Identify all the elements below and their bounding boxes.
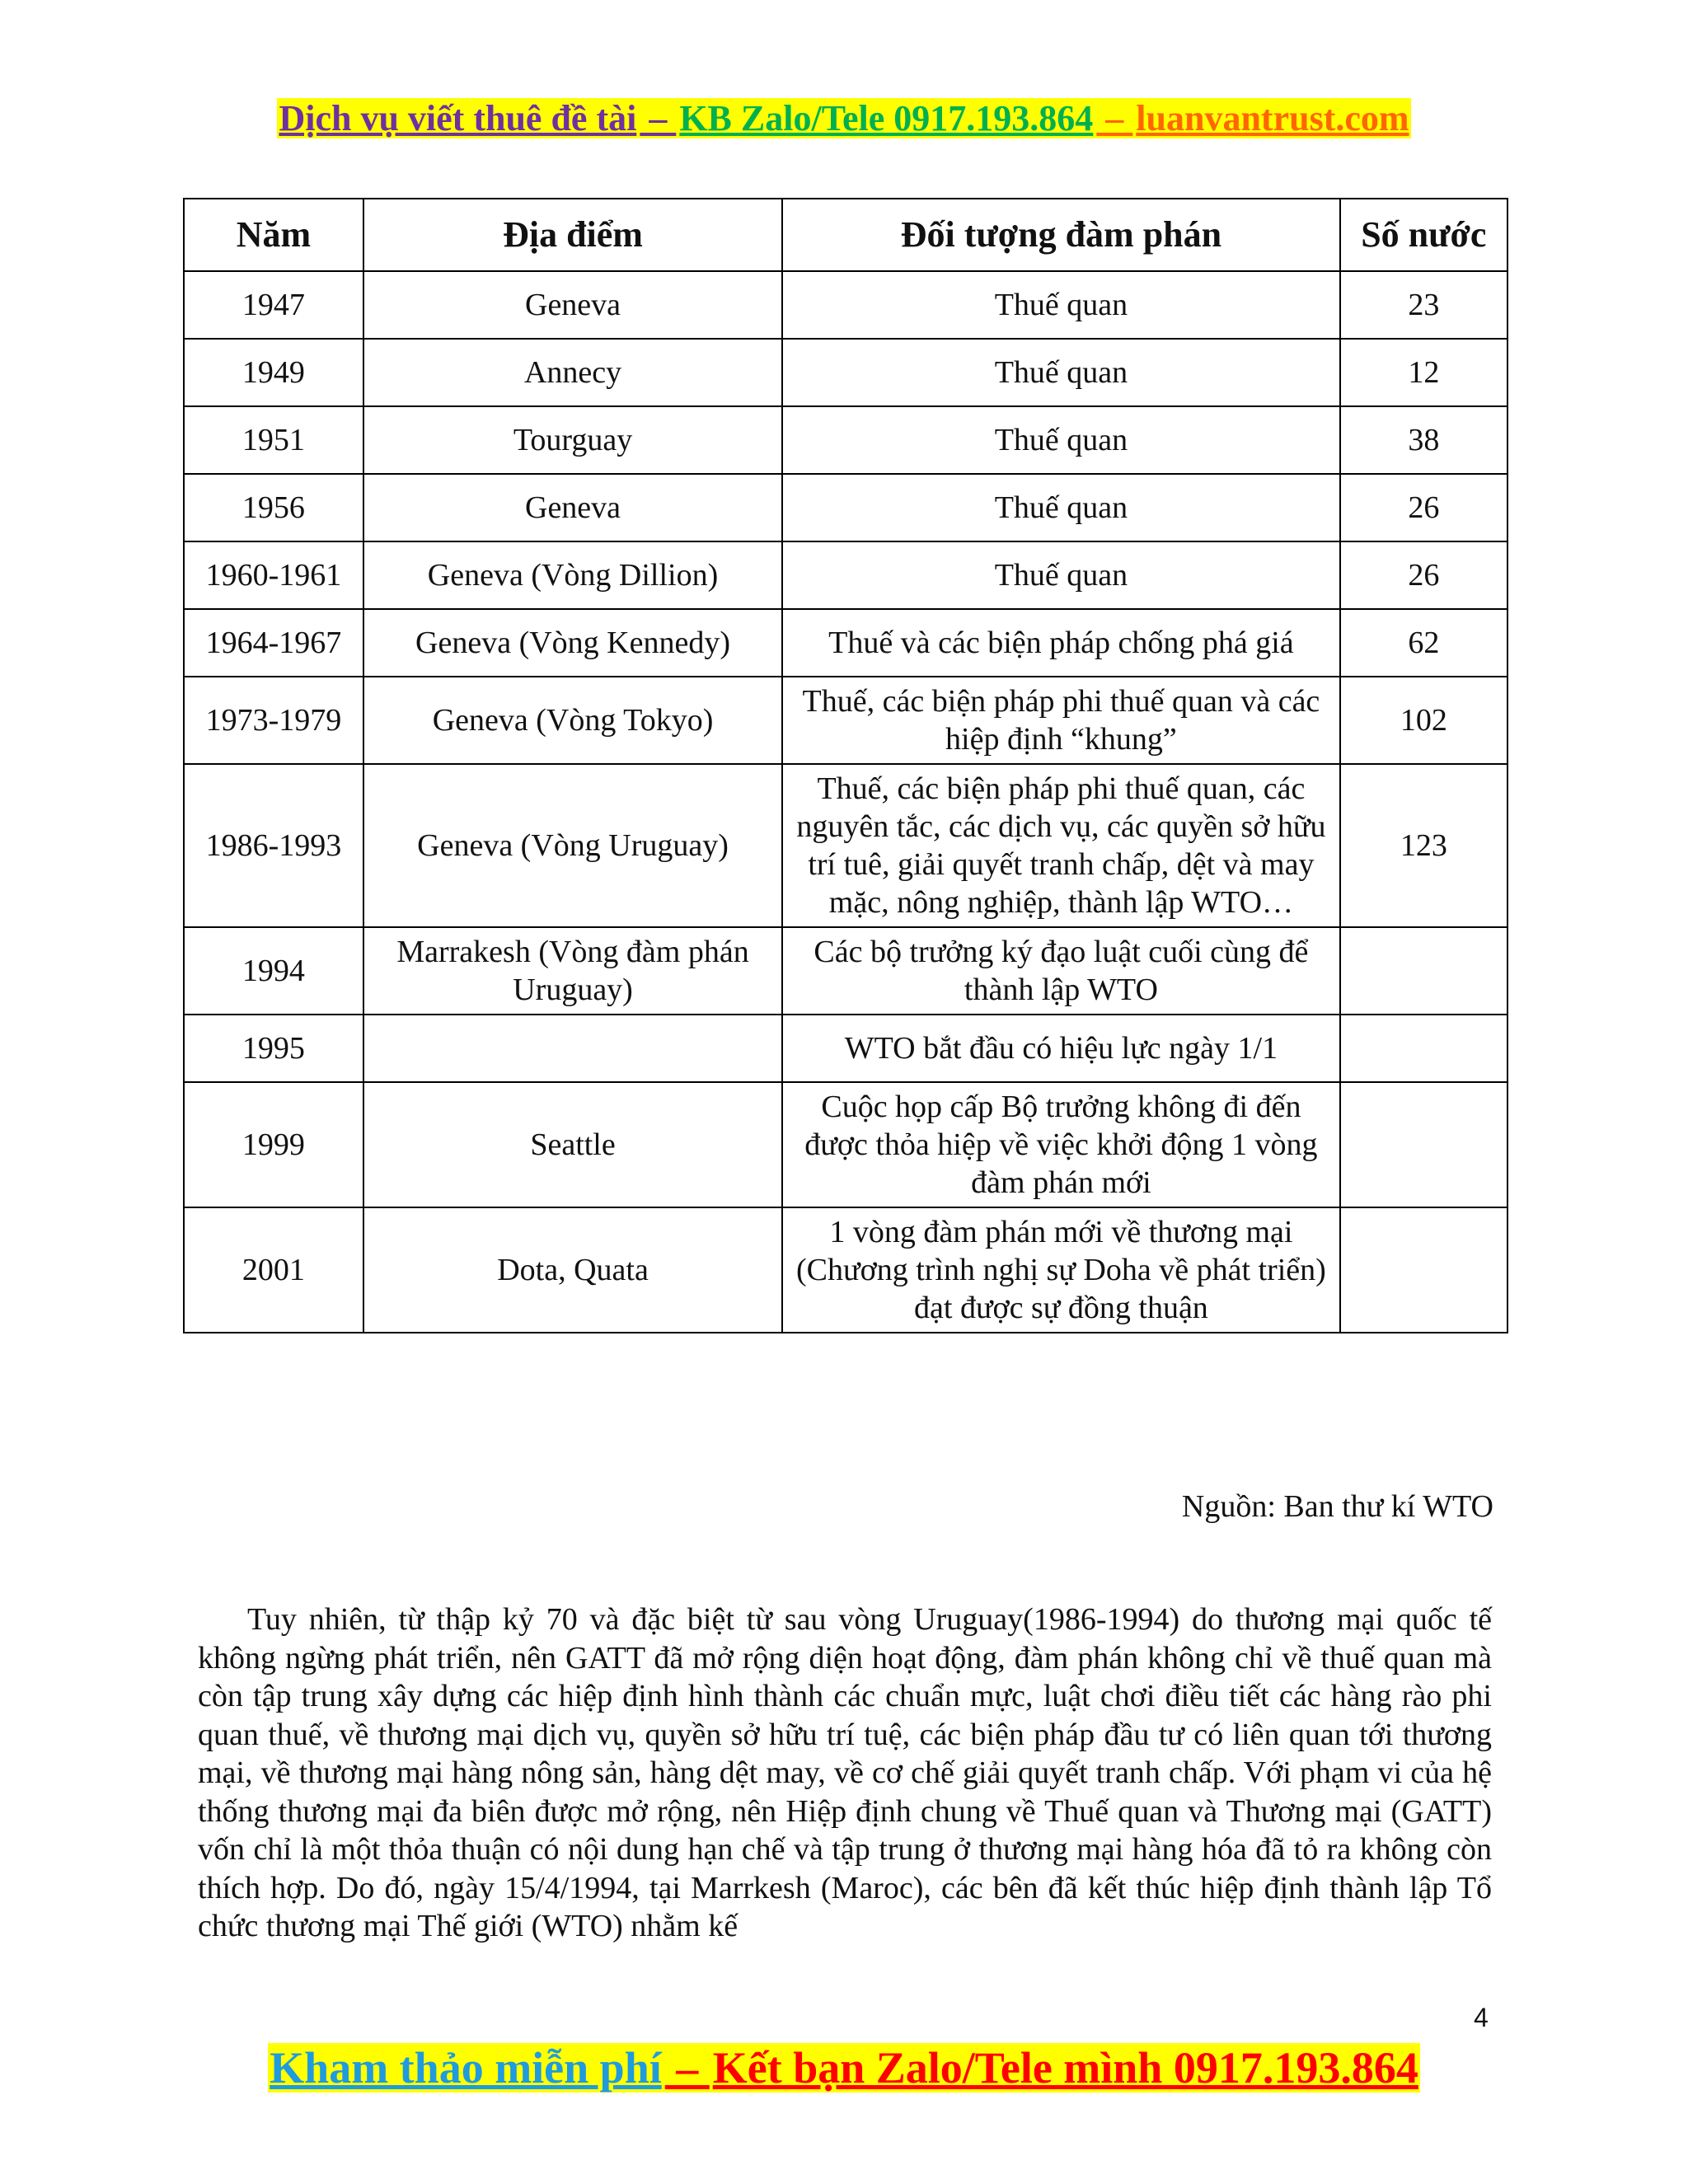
cell-countries: 26 (1340, 541, 1507, 609)
cell-location (363, 1015, 782, 1082)
table-row (184, 764, 1507, 927)
cell-location: Marrakesh (Vòng đàm phán Uruguay) (363, 927, 782, 1015)
cell-countries: 26 (1340, 474, 1507, 541)
cell-countries: 62 (1340, 609, 1507, 677)
cell-year: 1960-1961 (184, 541, 363, 609)
cell-year: 1986-1993 (184, 764, 363, 927)
cell-year: 1951 (184, 406, 363, 474)
cell-countries: 38 (1340, 406, 1507, 474)
cell-countries: 23 (1340, 271, 1507, 339)
header-location: Địa điểm (363, 199, 782, 271)
cell-countries (1340, 1015, 1507, 1082)
table-row (184, 1207, 1507, 1333)
cell-subject: WTO bắt đầu có hiệu lực ngày 1/1 (782, 1015, 1339, 1082)
cell-subject: Thuế quan (782, 406, 1339, 474)
table-header-row (184, 199, 1507, 271)
cell-location: Annecy (363, 339, 782, 406)
header-contact-link[interactable]: KB Zalo/Tele 0917.193.864 (679, 98, 1094, 138)
table-source-note: Nguồn: Ban thư kí WTO (1181, 1489, 1493, 1524)
table-row (184, 541, 1507, 609)
cell-location: Geneva (Vòng Kennedy) (363, 609, 782, 677)
page-number: 4 (1474, 2003, 1489, 2032)
cell-countries: 123 (1340, 764, 1507, 927)
cell-year: 1956 (184, 474, 363, 541)
header-year: Năm (184, 199, 363, 271)
cell-subject: Thuế và các biện pháp chống phá giá (782, 609, 1339, 677)
table-row (184, 609, 1507, 677)
cell-year: 2001 (184, 1207, 363, 1333)
cell-countries (1340, 1207, 1507, 1333)
header-countries: Số nước (1340, 199, 1507, 271)
header-service-link[interactable]: Dịch vụ viết thuê đề tài (279, 98, 637, 138)
cell-subject: Cuộc họp cấp Bộ trưởng không đi đến được thỏa hiệp về việc khởi động 1 vòng đàm phán mới (782, 1082, 1339, 1207)
cell-subject: Thuế, các biện pháp phi thuế quan, các nguyên tắc, các dịch vụ, các quyền sở hữu trí tuê, giải quyết tranh chấp, dệt và may mặc, nông nghiệp, thành lập WTO… (782, 764, 1339, 927)
table-row (184, 474, 1507, 541)
cell-year: 1964-1967 (184, 609, 363, 677)
cell-subject: 1 vòng đàm phán mới về thương mại (Chương trình nghị sự Doha về phát triển) đạt được sự đồng thuận (782, 1207, 1339, 1333)
cell-subject: Thuế quan (782, 271, 1339, 339)
cell-year: 1949 (184, 339, 363, 406)
header-website-link[interactable]: luanvantrust.com (1136, 98, 1409, 138)
cell-location: Geneva (Vòng Dillion) (363, 541, 782, 609)
footer-free-reference-link[interactable]: Kham thảo miễn phí (270, 2043, 662, 2093)
cell-year: 1994 (184, 927, 363, 1015)
cell-location: Dota, Quata (363, 1207, 782, 1333)
header-separator: – (640, 98, 677, 138)
cell-subject: Thuế, các biện pháp phi thuế quan và các hiệp định “khung” (782, 677, 1339, 764)
body-paragraph: Tuy nhiên, từ thập kỷ 70 và đặc biệt từ sau vòng Uruguay(1986-1994) do thương mại quốc tế không ngừng phát triển, nên GATT đã mở rộng diện hoạt động, đàm phán không chỉ về thuế quan mà còn tập trung xây dựng các hiệp định hình thành các chuẩn mực, luật chơi điều tiết các hàng rào phi quan thuế, về thương mại dịch vụ, quyền sở hữu trí tuệ, các biện pháp đầu tư có liên quan tới thương mại, về thương mại hàng nông sản, hàng dệt may, về cơ chế giải quyết tranh chấp. Với phạm vi của hệ thống thương mại đa biên được mở rộng, nên Hiệp định chung về Thuế quan và Thương mại (GATT) vốn chỉ là một thỏa thuận có nội dung hạn chế và tập trung ở thương mại hàng hóa đã tỏ ra không còn thích hợp. Do đó, ngày 15/4/1994, tại Marrkesh (Maroc), các bên đã kết thúc hiệp định thành lập Tổ chức thương mại Thế giới (WTO) nhằm kế (198, 1602, 1492, 1943)
cell-year: 1999 (184, 1082, 363, 1207)
gatt-rounds-table (183, 198, 1508, 1333)
cell-subject: Các bộ trưởng ký đạo luật cuối cùng để thành lập WTO (782, 927, 1339, 1015)
table-row (184, 406, 1507, 474)
footer-separator: – (664, 2043, 710, 2093)
footer-banner (0, 2042, 1688, 2093)
cell-location: Geneva (Vòng Uruguay) (363, 764, 782, 927)
header-banner (0, 97, 1688, 139)
cell-location: Geneva (Vòng Tokyo) (363, 677, 782, 764)
header-subject: Đối tượng đàm phán (782, 199, 1339, 271)
table-row (184, 927, 1507, 1015)
cell-year: 1973-1979 (184, 677, 363, 764)
cell-countries: 12 (1340, 339, 1507, 406)
cell-countries: 102 (1340, 677, 1507, 764)
table-row (184, 1015, 1507, 1082)
footer-contact-link[interactable]: Kết bạn Zalo/Tele mình 0917.193.864 (712, 2043, 1418, 2093)
cell-countries (1340, 1082, 1507, 1207)
cell-countries (1340, 927, 1507, 1015)
table-row (184, 339, 1507, 406)
cell-location: Geneva (363, 474, 782, 541)
cell-location: Tourguay (363, 406, 782, 474)
cell-year: 1947 (184, 271, 363, 339)
table-row (184, 271, 1507, 339)
cell-year: 1995 (184, 1015, 363, 1082)
cell-location: Geneva (363, 271, 782, 339)
cell-subject: Thuế quan (782, 339, 1339, 406)
cell-subject: Thuế quan (782, 541, 1339, 609)
cell-subject: Thuế quan (782, 474, 1339, 541)
header-separator: – (1096, 98, 1133, 138)
cell-location: Seattle (363, 1082, 782, 1207)
table-row (184, 1082, 1507, 1207)
table-row (184, 677, 1507, 764)
